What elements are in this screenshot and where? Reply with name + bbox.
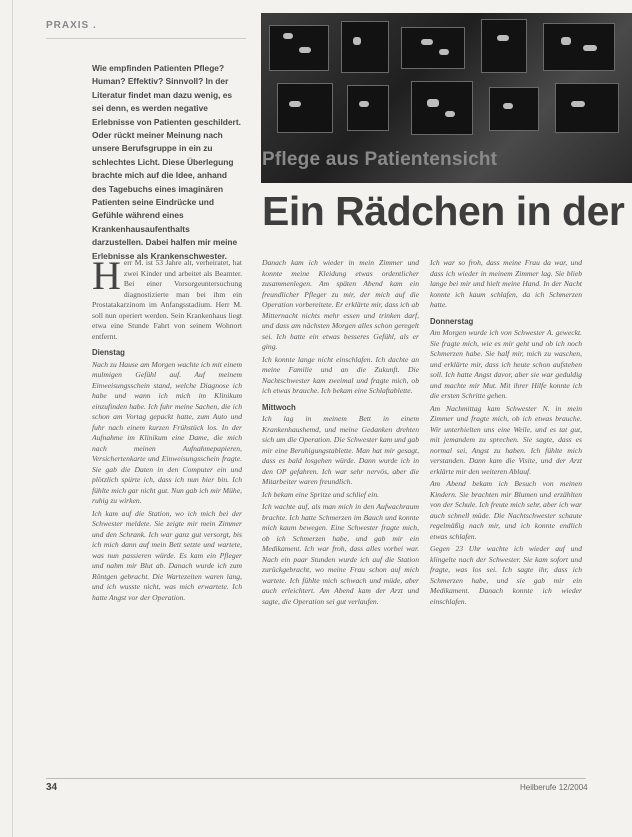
- paragraph: Ich kam auf die Station, wo ich mich bei der Schwester meldete. Sie zeigte mir mein Zimmer und den Schrank. Ich war ganz gut versorgt, bis ich mich dann auf mein Bett setzte und wartete, was nun passieren würde. Es kam ein Pfleger und nahm mir Blut ab. Danach wurde ich zum Röntgen gebracht. Die Wartezeiten waren lang, und ich wusste nicht, was mich erwartete. Ich hatte Angst vor der Operation.: [92, 508, 242, 602]
- text-column-1: [92, 253, 242, 605]
- lead-paragraph: err M. ist 53 Jahre alt, verheiratet, hat zwei Kinder und arbeitet als Beamter. Bei einer Vorsorgeuntersuchung diagnostizierte man bei ihm ein Prostatakarzinom im Anfangsstadium. Herr M. soll nun operiert werden. Sein Krankenhaus liegt etwa eine Stunde Fahrt von seinem Wohnort entfernt.: [92, 258, 242, 341]
- section-tag: PRAXIS .: [46, 20, 97, 31]
- article-headline: Ein Rädchen in der: [262, 188, 625, 234]
- page-number: 34: [46, 782, 58, 793]
- article-kicker: Pflege aus Patientensicht: [262, 149, 498, 170]
- paragraph: Am Nachmittag kam Schwester N. in mein Zimmer und fragte mich, ob ich etwas brauche. Wir unterhielten uns eine Weile, und es tat gut, mit jemandem zu sprechen. Sie sagte, dass es normal sei, Angst zu haben. Ich fühlte mich verstanden. Dann kam die Visite, und der Arzt erklärte mir den weiteren Ablauf.: [430, 403, 582, 476]
- paragraph: Ich war so froh, dass meine Frau da war, und dass ich wieder in meinem Zimmer lag. Sie blieb lange bei mir und hielt meine Hand. In der Nacht konnte ich kaum schlafen, da ich Schmerzen hatte.: [430, 258, 582, 309]
- footer-rule: [46, 778, 586, 779]
- paragraph: Ich konnte lange nicht einschlafen. Ich dachte an meine Familie und an die Zukunft. Die Nachtschwester kam zweimal und fragte mich, ob ich etwas brauche. Ich bekam eine Schlaftablette.: [262, 354, 419, 395]
- paragraph: Ich lag in meinem Bett in einem Krankenhaushemd, und meine Gedanken drehten sich um die Operation. Die Schwester kam und gab mir eine Beruhigungstablette. Man hat mir gesagt, dass es bald losgehen würde. Dann wurde ich in den OP gefahren. Ich war sehr nervös, aber die Mitarbeiter waren freundlich.: [262, 414, 419, 486]
- text-column-3: [430, 258, 582, 609]
- paragraph: Am Morgen wurde ich von Schwester A. geweckt. Sie fragte mich, wie es mir geht und ob ich noch Schmerzen habe. Sie half mir, mich zu waschen, und erklärte mir, dass ich heute schon aufstehen soll. Ich hatte Angst davor, aber sie war geduldig und machte mir Mut. Mit ihrer Hilfe konnte ich die ersten Schritte gehen.: [430, 328, 582, 400]
- drop-cap: H: [92, 253, 121, 298]
- subheading-dienstag: Dienstag: [92, 348, 125, 357]
- paragraph: Ich wachte auf, als man mich in den Aufwachraum brachte. Ich hatte Schmerzen im Bauch und konnte mich kaum bewegen. Eine Schwester fragte mich, ob ich Schmerzen habe, und gab mir ein Medikament. Ich war froh, dass alles vorbei war. Nach ein paar Stunden wurde ich auf die Station zurückgebracht, wo meine Frau schon auf mich wartete. Ich fühlte mich schwach und müde, aber auch erleichtert. Am Abend kam der Arzt und sagte, die Operation sei gut verlaufen.: [262, 502, 419, 606]
- intro-text: Wie empfinden Patienten Pflege? Human? Effektiv? Sinnvoll? In der Literatur findet man dazu wenig, es sei denn, es werden negative Erlebnisse von Patienten geschildert. Oder rückt meiner Meinung nach unsere Berufsgruppe in ein zu schlechtes Licht. Diese Überlegung brachte mich auf die Idee, anhand des Tagebuchs eines imaginären Patienten seine Eindrücke und Gefühle während eines Krankenhausaufenthalts darzustellen. Dabei halfen mir meine Erlebnisse als Krankenschwester.: [92, 63, 241, 261]
- paragraph: Nach zu Hause am Morgen wachte ich mit einem mulmigen Gefühl auf. Auf meinem Einweisungsschein stand, welche Diagnose ich habe und wann ich mich im Klinikum einzufinden habe. Ich fuhr meine Sachen, die ich schon am Vortag gepackt hatte, zum Auto und fuhr nach einem kurzen Frühstück los. In der Aufnahme im Klinikum eine Dame, die mich nach meinen Aufnahmepapieren, Versichertenkarte und Einweisungsschein fragte. Sie gab die Daten in den Computer ein und plötzlich spürte ich, dass ich nun hier bin. Ich fühlte mich gar nicht gut. Nun gab ich mir Mühe, ruhig zu wirken.: [92, 359, 242, 505]
- subheading-donnerstag: Donnerstag: [430, 316, 474, 326]
- paragraph: Am Abend bekam ich Besuch von meinen Kindern. Sie brachten mir Blumen und erzählten von der Schule. Ich freute mich sehr, aber ich war auch schnell müde. Die Nachtschwester schaute regelmäßig nach mir, und ich konnte endlich etwas schlafen.: [430, 479, 582, 541]
- paragraph: Ich bekam eine Spritze und schlief ein.: [262, 489, 380, 499]
- section-rule: [46, 38, 246, 39]
- subheading-mittwoch: Mittwoch: [262, 402, 296, 412]
- journal-issue: Heilberufe 12/2004: [520, 783, 588, 792]
- text-column-2: [262, 258, 419, 609]
- paragraph: Danach kam ich wieder in mein Zimmer und konnte meine Kleidung etwas ordentlicher zusammenlegen. Am späten Abend kam ein freundlicher Pfleger zu mir, der mich auf die Operation vorbereitete. Er erklärte mir, dass ich ab Mitternacht nichts mehr essen und trinken darf, und dass am nächsten Morgen alles schon geregelt sei. Ich hatte ein etwas besseres Gefühl, als er ging.: [262, 258, 419, 351]
- page-edge: [12, 0, 13, 837]
- paragraph: Gegen 23 Uhr wachte ich wieder auf und klingelte nach der Schwester. Sie kam sofort und fragte, was los sei. Ich sagte ihr, dass ich Schmerzen habe, und sie gab mir ein Medikament. Danach konnte ich wieder einschlafen.: [430, 544, 582, 606]
